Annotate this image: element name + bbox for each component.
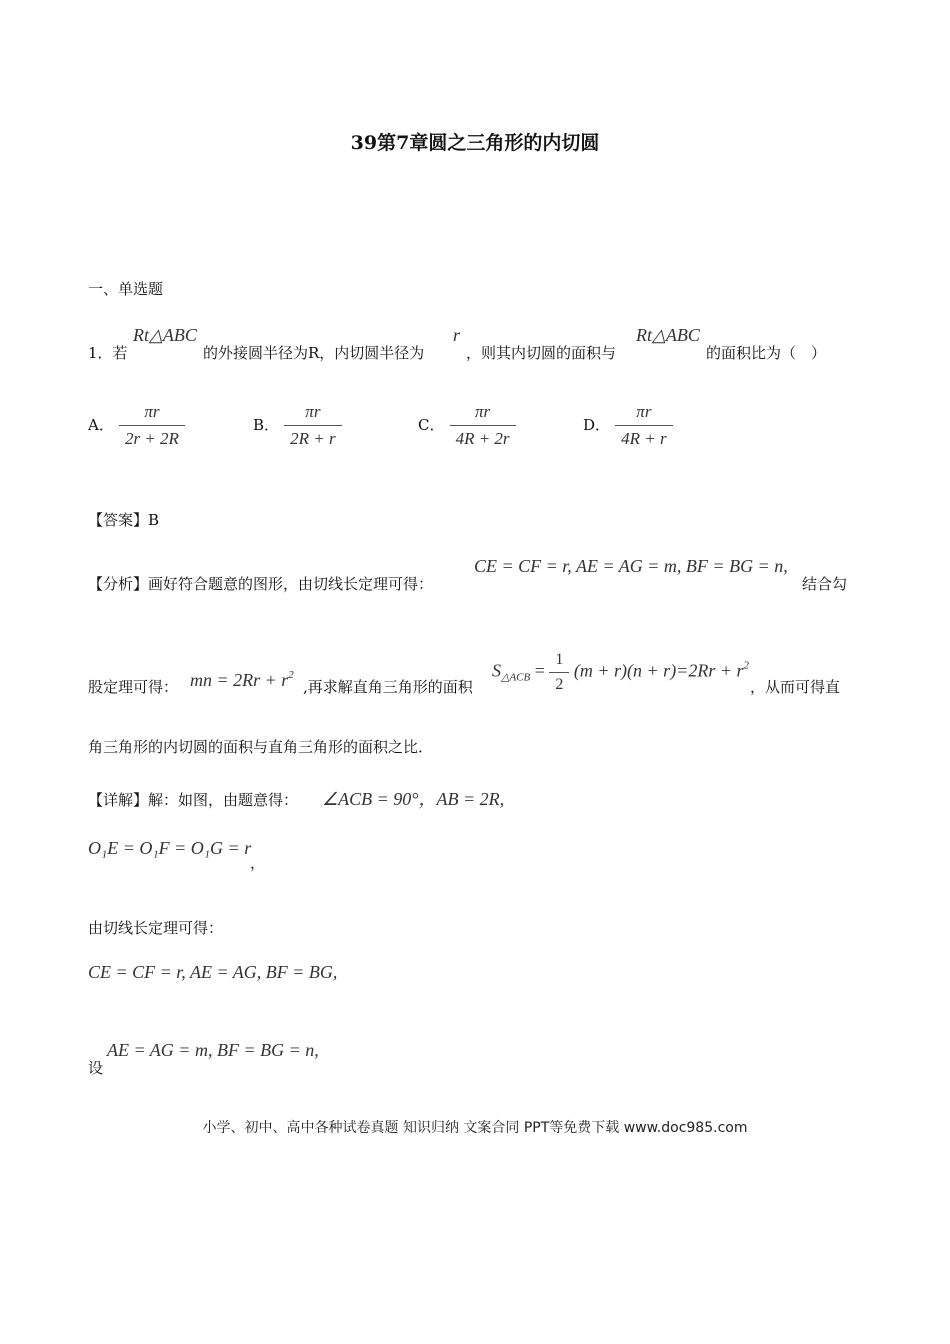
page-title: 39第7章圆之三角形的内切圆 [350, 132, 600, 154]
footer-text: 小学、初中、高中各种试卷真题 知识归纳 文案合同 PPT等免费下载 www.doc985.com [202, 1120, 748, 1136]
analysis-tail-1: 结合勾 [802, 575, 848, 593]
question-r: r [453, 325, 461, 345]
option-label: D． [583, 416, 611, 434]
option-fraction: $\frac{\pi r}{4R + 2r}$ [450, 402, 516, 449]
option-label: B． [253, 416, 280, 434]
analysis-line3: 角三角形的内切圆的面积与直角三角形的面积之比． [88, 738, 434, 756]
analysis-eq-1: CE = CF = r, AE = AG = m, BF = BG = n, [474, 556, 788, 576]
question-prefix: 1．若 [88, 344, 128, 362]
option-fraction: $\frac{\pi r}{4R + r}$ [615, 402, 672, 449]
question-mid-2: ，则其内切圆的面积与 [466, 344, 617, 362]
analysis-line2-mid: ,再求解直角三角形的面积 [303, 678, 473, 696]
analysis-line2-head: 股定理可得： [88, 678, 179, 696]
detail-comma: ， [250, 854, 266, 872]
option-c [418, 402, 516, 449]
option-label: C． [418, 416, 445, 434]
detail-eq-3: CE = CF = r, AE = AG, BF = BG, [88, 962, 338, 982]
option-label: A． [88, 416, 114, 434]
analysis-head: 【分析】画好符合题意的图形，由切线长定理可得： [88, 575, 434, 593]
analysis-line2-tail: ，从而可得直 [750, 678, 841, 696]
section-heading: 一、单选题 [88, 280, 164, 298]
option-fraction: $\frac{\pi r}{2r + 2R}$ [119, 402, 185, 449]
question-suffix: 的面积比为（ ） [706, 344, 827, 362]
detail-eq-4: AE = AG = m, BF = BG = n, [107, 1040, 319, 1060]
option-a [88, 402, 185, 449]
option-b [253, 402, 342, 449]
question-triangle-1: Rt△ABC [133, 325, 197, 345]
question-mid-1: 的外接圆半径为R，内切圆半径为 [203, 344, 425, 362]
option-d [583, 402, 673, 449]
question-triangle-2: Rt△ABC [636, 325, 700, 345]
detail-head: 【详解】解：如图，由题意得： [88, 791, 299, 809]
detail-line3: 由切线长定理可得： [88, 919, 224, 937]
option-fraction: $\frac{\pi r}{2R + r}$ [284, 402, 341, 449]
detail-eq-1: ∠ACB = 90°，AB = 2R, [322, 789, 505, 809]
detail-set-label: 设 [88, 1059, 104, 1077]
analysis-area-expr: $S_{\triangle ACB}$ = $\frac{1}{2}$ $(m + r)(n + r)=2Rr + r^2$ [492, 651, 749, 693]
answer: 【答案】B [88, 511, 160, 529]
detail-eq-2: O₁E = O₁F = O₁G = r [88, 838, 252, 858]
analysis-eq-2: mn = $2Rr + r^2$ [190, 669, 294, 690]
